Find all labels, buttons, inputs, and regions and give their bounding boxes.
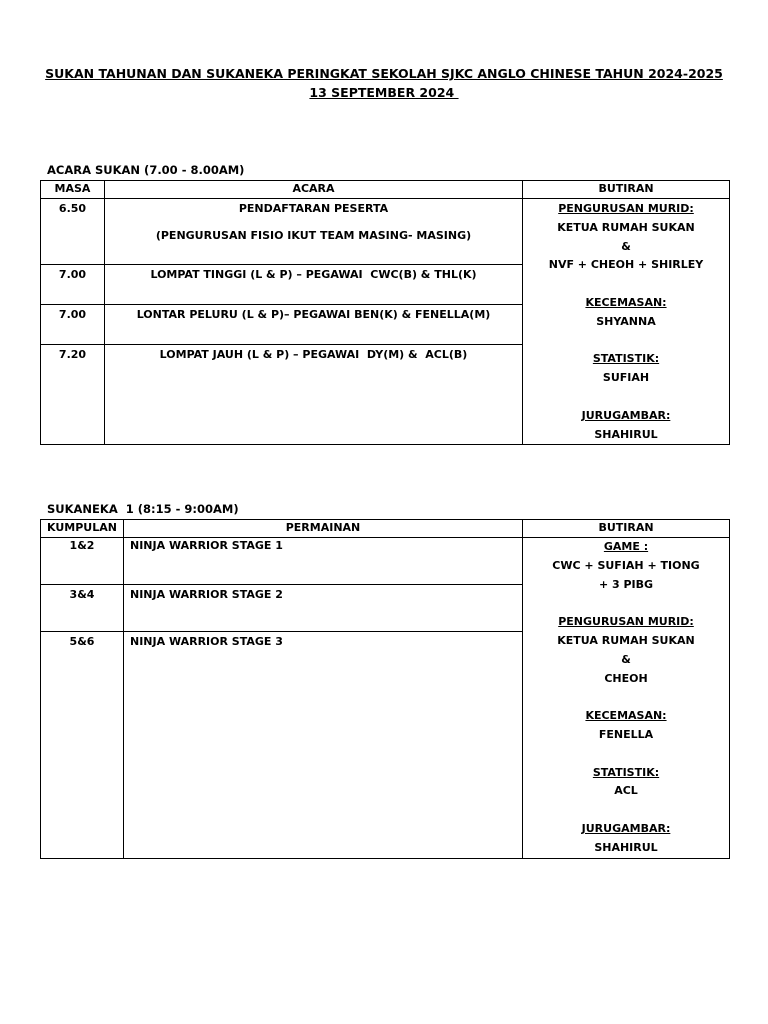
game-cell: NINJA WARRIOR STAGE 3 <box>124 632 523 858</box>
game-cell: NINJA WARRIOR STAGE 1 <box>124 538 523 585</box>
section2-details-list <box>523 538 729 858</box>
detail-line: CWC + SUFIAH + TIONG <box>552 558 700 572</box>
event-cell: LONTAR PELURU (L & P)– PEGAWAI BEN(K) & FENELLA(M) <box>105 305 523 345</box>
detail-line: JURUGAMBAR: <box>581 408 671 422</box>
detail-line: CHEOH <box>604 671 648 685</box>
section2-label: SUKANEKA 1 (8:15 - 9:00AM) <box>47 502 239 516</box>
detail-line: KECEMASAN: <box>585 295 667 309</box>
section1-header-row <box>41 181 730 199</box>
section1-table <box>40 180 730 445</box>
detail-line: KETUA RUMAH SUKAN <box>557 220 695 234</box>
detail-line: SUFIAH <box>602 371 650 385</box>
event-cell: LOMPAT TINGGI (L & P) – PEGAWAI CWC(B) & THL(K) <box>105 265 523 305</box>
detail-line <box>523 801 729 820</box>
detail-line: & <box>621 239 631 253</box>
table-row <box>41 199 730 265</box>
detail-line <box>523 388 729 407</box>
time-cell: 7.00 <box>41 265 105 305</box>
section1-details-list <box>523 200 729 444</box>
section2-header-row <box>41 520 730 538</box>
detail-line <box>523 688 729 707</box>
detail-line: FENELLA <box>598 727 654 741</box>
detail-line: SHYANNA <box>596 314 656 328</box>
document-title-line2: 13 SEPTEMBER 2024 <box>309 85 459 100</box>
group-cell: 3&4 <box>41 585 124 632</box>
section1-header-butiran: BUTIRAN <box>523 181 730 199</box>
detail-line: PENGURUSAN MURID: <box>558 615 694 629</box>
detail-line: ACL <box>614 784 638 798</box>
detail-line: SHAHIRUL <box>594 840 658 854</box>
detail-line: PENGURUSAN MURID: <box>558 202 694 215</box>
detail-line: KETUA RUMAH SUKAN <box>557 633 695 647</box>
section2-details-cell <box>523 538 730 859</box>
event-cell: LOMPAT JAUH (L & P) – PEGAWAI DY(M) & ACL(B) <box>105 345 523 445</box>
detail-line <box>523 275 729 294</box>
detail-line: NVF + CHEOH + SHIRLEY <box>548 258 704 272</box>
detail-line: STATISTIK: <box>592 765 660 779</box>
section2-header-kumpulan: KUMPULAN <box>41 520 124 538</box>
section1-header-acara: ACARA <box>105 181 523 199</box>
time-cell: 7.20 <box>41 345 105 445</box>
table-row <box>41 538 730 585</box>
group-cell: 5&6 <box>41 632 124 858</box>
detail-line <box>523 332 729 351</box>
detail-line: JURUGAMBAR: <box>581 821 671 835</box>
time-cell: 6.50 <box>41 199 105 265</box>
detail-line: + 3 PIBG <box>598 577 654 591</box>
detail-line <box>523 594 729 613</box>
section2-header-permainan: PERMAINAN <box>124 520 523 538</box>
detail-line <box>523 745 729 764</box>
detail-line: SHAHIRUL <box>594 427 658 441</box>
document-title-line1: SUKAN TAHUNAN DAN SUKANEKA PERINGKAT SEKOLAH SJKC ANGLO CHINESE TAHUN 2024-2025 <box>45 66 723 81</box>
section1-details-cell <box>523 199 730 445</box>
section2-header-butiran: BUTIRAN <box>523 520 730 538</box>
game-cell: NINJA WARRIOR STAGE 2 <box>124 585 523 632</box>
section1-label: ACARA SUKAN (7.00 - 8.00AM) <box>47 163 245 177</box>
detail-line: KECEMASAN: <box>585 709 667 723</box>
detail-line: GAME : <box>603 540 649 553</box>
section1-header-masa: MASA <box>41 181 105 199</box>
time-cell: 7.00 <box>41 305 105 345</box>
event-cell: PENDAFTARAN PESERTA (PENGURUSAN FISIO IKUT TEAM MASING- MASING) <box>105 199 523 265</box>
detail-line: STATISTIK: <box>592 352 660 366</box>
section2-table <box>40 519 730 859</box>
detail-line: & <box>621 652 631 666</box>
group-cell: 1&2 <box>41 538 124 585</box>
